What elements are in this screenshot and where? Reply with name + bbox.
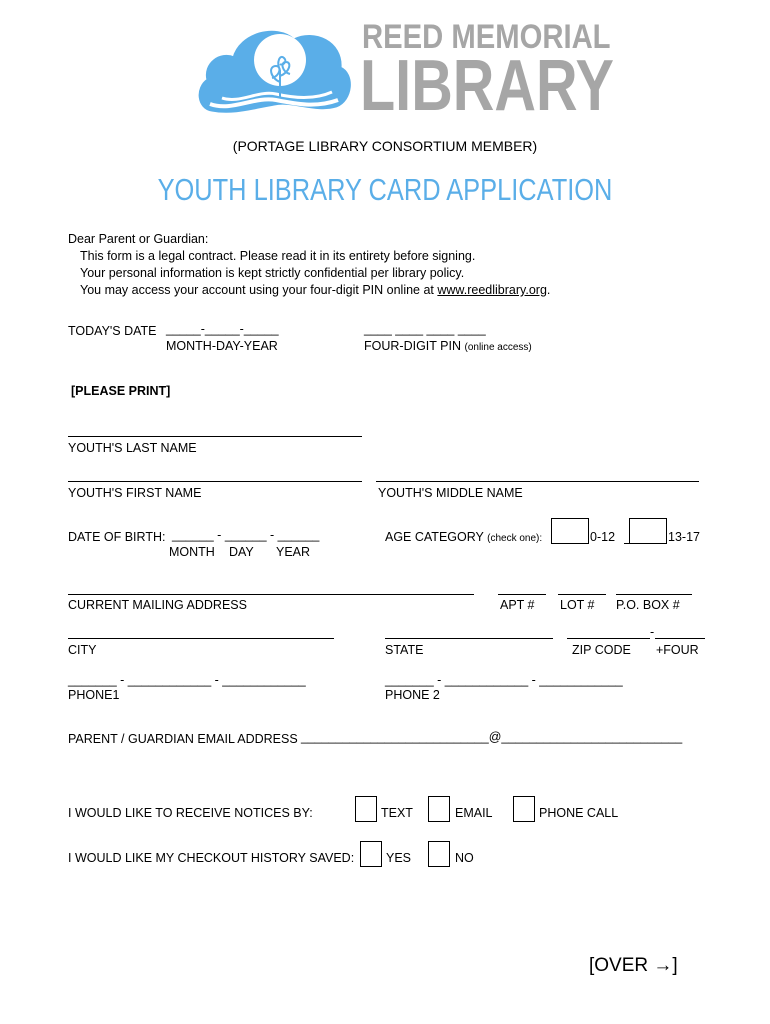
first-name-label: YOUTH'S FIRST NAME	[68, 486, 202, 500]
po-box-input[interactable]	[616, 594, 692, 595]
intro-line-3-suffix: .	[546, 283, 551, 297]
library-logo-icon	[196, 20, 354, 120]
zip-code-input[interactable]	[567, 638, 650, 639]
notice-email-label: EMAIL	[455, 806, 493, 820]
history-no-label: NO	[455, 851, 474, 865]
first-name-input[interactable]	[68, 481, 362, 482]
history-label: I WOULD LIKE MY CHECKOUT HISTORY SAVED:	[68, 851, 355, 865]
apt-label: APT #	[500, 598, 535, 612]
phone2-input[interactable]: _______ - ____________ - ____________	[385, 673, 623, 687]
age-13-17-underline	[624, 543, 667, 544]
age-category-label	[385, 530, 542, 544]
dob-year-hint: YEAR	[276, 545, 311, 559]
notice-text-label: TEXT	[381, 806, 413, 820]
age-13-17-label: 13-17	[668, 530, 700, 544]
todays-date-field[interactable]: _____-_____-_____	[166, 322, 279, 336]
form-title: YOUTH LIBRARY CARD APPLICATION	[157, 172, 613, 207]
notice-phone-label: PHONE CALL	[539, 806, 619, 820]
phone1-input[interactable]: _______ - ____________ - ____________	[68, 673, 306, 687]
age-0-12-checkbox[interactable]	[551, 518, 589, 544]
pin-field[interactable]: ____ ____ ____ ____	[364, 322, 486, 336]
intro-line-3-prefix: You may access your account using your four-digit PIN online at	[80, 283, 438, 297]
pin-label-text: FOUR-DIGIT PIN	[364, 339, 461, 353]
dob-month-hint: MONTH	[169, 545, 215, 559]
apt-input[interactable]	[498, 594, 546, 595]
middle-name-input[interactable]	[376, 481, 699, 482]
state-input[interactable]	[385, 638, 553, 639]
last-name-input[interactable]	[68, 436, 362, 437]
zip-code-label: ZIP CODE	[572, 643, 631, 657]
zip-four-label: +FOUR	[656, 643, 699, 657]
intro-greeting: Dear Parent or Guardian:	[68, 232, 209, 246]
pin-note: (online access)	[464, 342, 532, 353]
email-input[interactable]: ___________________________@__________________________	[301, 730, 683, 744]
mailing-address-label: CURRENT MAILING ADDRESS	[68, 598, 247, 612]
city-label: CITY	[68, 643, 97, 657]
middle-name-label: YOUTH'S MIDDLE NAME	[378, 486, 523, 500]
notices-label: I WOULD LIKE TO RECEIVE NOTICES BY:	[68, 806, 313, 820]
pin-label	[364, 339, 532, 353]
phone1-label: PHONE1	[68, 688, 120, 702]
dob-day-hint: DAY	[229, 545, 254, 559]
phone2-label: PHONE 2	[385, 688, 440, 702]
intro-line-2: Your personal information is kept strictly confidential per library policy.	[80, 266, 465, 280]
notice-phone-checkbox[interactable]	[513, 796, 535, 822]
age-0-12-underline	[551, 543, 589, 544]
age-category-note: (check one):	[487, 533, 543, 544]
history-yes-label: YES	[386, 851, 412, 865]
date-format-hint: MONTH-DAY-YEAR	[166, 339, 278, 353]
city-input[interactable]	[68, 638, 334, 639]
history-no-checkbox[interactable]	[428, 841, 450, 867]
dob-input[interactable]: ______ - ______ - ______	[172, 528, 320, 542]
todays-date-label: TODAY'S DATE	[68, 324, 157, 338]
please-print-heading: [PLEASE PRINT]	[71, 384, 171, 398]
po-box-label: P.O. BOX #	[616, 598, 680, 612]
intro-line-3	[80, 283, 550, 297]
age-13-17-checkbox[interactable]	[629, 518, 667, 544]
email-label: PARENT / GUARDIAN EMAIL ADDRESS	[68, 732, 298, 746]
mailing-address-input[interactable]	[68, 594, 474, 595]
over-indicator: [OVER →]	[589, 955, 678, 976]
state-label: STATE	[385, 643, 424, 657]
notice-email-checkbox[interactable]	[428, 796, 450, 822]
last-name-label: YOUTH'S LAST NAME	[68, 441, 197, 455]
age-category-text: AGE CATEGORY	[385, 530, 484, 544]
lot-label: LOT #	[560, 598, 595, 612]
library-website-link[interactable]: www.reedlibrary.org	[437, 283, 547, 297]
notice-text-checkbox[interactable]	[355, 796, 377, 822]
intro-line-1: This form is a legal contract. Please read it in its entirety before signing.	[80, 249, 476, 263]
logo-text-reed-memorial: REED MEMORIAL	[362, 18, 611, 56]
zip-dash: -	[650, 625, 655, 639]
consortium-subtitle: (PORTAGE LIBRARY CONSORTIUM MEMBER)	[232, 138, 538, 154]
lot-input[interactable]	[558, 594, 606, 595]
logo-text-library: LIBRARY	[360, 46, 614, 126]
age-0-12-label: 0-12	[590, 530, 616, 544]
zip-four-input[interactable]	[655, 638, 705, 639]
dob-label: DATE OF BIRTH:	[68, 530, 166, 544]
history-yes-checkbox[interactable]	[360, 841, 382, 867]
